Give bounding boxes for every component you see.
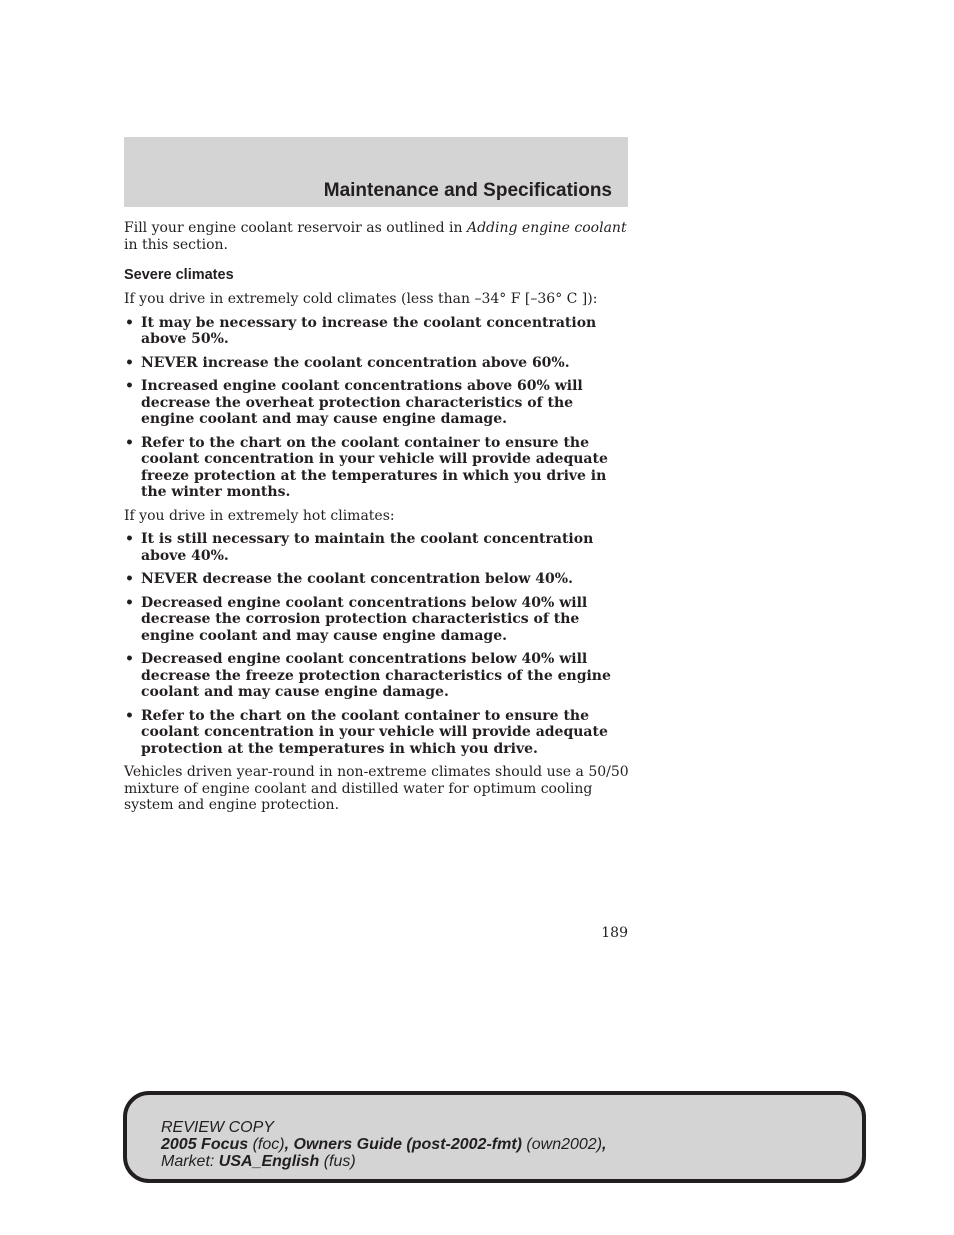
intro-text: Fill your engine coolant reservoir as outlined in xyxy=(124,220,467,236)
section-title: Maintenance and Specifications xyxy=(323,180,612,201)
footer-guide: Owners Guide (post-2002-fmt) xyxy=(293,1136,522,1153)
bullet-dot: • xyxy=(125,651,134,667)
bullet-item xyxy=(124,571,629,588)
bullet-dot: • xyxy=(125,314,134,331)
cold-climate-lead: If you drive in extremely cold climates (less than –34° F [–36° C ]): xyxy=(124,291,598,307)
bullet-text: Decreased engine coolant concentrations below 40% will decrease the corrosion protection characteristics of the engine coolant and may cause engine damage. xyxy=(141,594,588,644)
bullet-dot: • xyxy=(125,434,134,451)
bullet-dot: • xyxy=(125,571,134,587)
bullet-text: Increased engine coolant concentrations above 60% will decrease the overheat protection characteristics of the engine coolant and may cause engine damage. xyxy=(141,378,583,427)
closing-paragraph: Vehicles driven year-round in non-extreme climates should use a 50/50 mixture of engine coolant and distilled water for optimum cooling system and engine protection. xyxy=(124,764,629,813)
bullet-item xyxy=(124,651,629,701)
bullet-item xyxy=(124,595,629,645)
bullet-dot: • xyxy=(125,531,134,547)
footer-separator-2: , xyxy=(602,1136,607,1153)
hot-climate-list xyxy=(124,531,629,757)
bullet-item xyxy=(124,708,629,758)
footer-guide-code: (own2002) xyxy=(521,1136,603,1153)
bullet-text: NEVER increase the coolant concentration above 60%. xyxy=(141,354,570,371)
subsection-heading: Severe climates xyxy=(124,267,234,283)
section-header-band xyxy=(124,137,628,207)
bullet-text: Refer to the chart on the coolant container to ensure the coolant concentration in your vehicle will provide adequate protection at the temperatures in which you drive. xyxy=(141,707,608,757)
bullet-item xyxy=(124,378,629,428)
bullet-item xyxy=(124,315,629,348)
bullet-dot: • xyxy=(125,594,134,611)
bullet-dot: • xyxy=(125,378,134,394)
bullet-item xyxy=(124,435,629,501)
bullet-text: NEVER decrease the coolant concentration below 40%. xyxy=(141,571,573,587)
review-footer xyxy=(123,1091,866,1183)
intro-paragraph xyxy=(124,220,629,253)
footer-market-line xyxy=(161,1153,606,1170)
intro-reference: Adding engine coolant xyxy=(466,220,627,236)
footer-market-label: Market: xyxy=(161,1153,219,1170)
footer-review-label: REVIEW COPY xyxy=(161,1119,274,1136)
footer-market-code: (fus) xyxy=(319,1153,356,1170)
bullet-text: It is still necessary to maintain the coolant concentration above 40%. xyxy=(141,531,594,564)
bullet-dot: • xyxy=(125,707,134,724)
bullet-text: Refer to the chart on the coolant container to ensure the coolant concentration in your vehicle will provide adequate freeze protection at the temperatures in which you drive in the winter months. xyxy=(141,434,608,500)
page-number: 189 xyxy=(601,925,628,941)
bullet-item xyxy=(124,355,629,372)
cold-climate-list xyxy=(124,315,629,501)
page-body xyxy=(124,220,629,814)
footer-model-code: (foc) xyxy=(248,1136,285,1153)
footer-model-line xyxy=(161,1136,606,1153)
bullet-text: Decreased engine coolant concentrations below 40% will decrease the freeze protection characteristics of the engine coolant and may cause engine damage. xyxy=(141,651,611,700)
footer-text xyxy=(161,1119,606,1170)
footer-market: USA_English xyxy=(218,1153,320,1170)
bullet-dot: • xyxy=(125,354,134,371)
bullet-text: It may be necessary to increase the coolant concentration above 50%. xyxy=(141,314,597,347)
intro-text-end: in this section. xyxy=(124,236,229,253)
footer-separator: , xyxy=(284,1136,294,1153)
bullet-item xyxy=(124,531,629,564)
hot-climate-lead: If you drive in extremely hot climates: xyxy=(124,507,395,524)
footer-model: 2005 Focus xyxy=(161,1136,249,1153)
